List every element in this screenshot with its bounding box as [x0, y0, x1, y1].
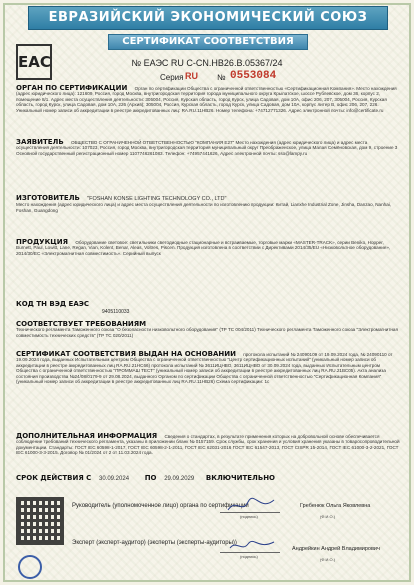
manufacturer-text: Место нахождения (адрес юридического лица) и адрес места осуществления деятельности по изготовлению продукции: Китай, Lianxhe Industrial Zone, Jinsha, Danzao, Nanhai, Foshan, Guangdong [16, 202, 392, 213]
expert-signature-caption: (подпись) [240, 554, 258, 559]
expert-signature [228, 536, 278, 554]
organ-heading: ОРГАН ПО СЕРТИФИКАЦИИ [16, 84, 128, 92]
organ-section [16, 86, 400, 113]
additional-text: Сведения о стандартах, в результате применения которых на добровольной основе обеспечивается соблюдение требований технического регламента, указаны в приложении бланк № 0157159. Срок службы, срок хранения и условия хранения указаны в товаросопроводительной документации. Стандарты: ГОСТ IEC 60598-1-2017, ГОСТ IEC 60598-2-1-2011, ГОСТ IEC 62031-2016 ГОСТ IEC 61547-2013, ГОСТ CISPR 15-2014, ГОСТ IEC 61000-3-2-2021, ГОСТ IEC 61000-3-3-2015. Договор № 01/2024 от 2 от 11.03.2024 года. [16, 434, 400, 456]
expert-signature-label: Эксперт (эксперт-аудитор) (эксперты (эксперты-аудиторы)) [72, 540, 237, 546]
certification-seal [18, 555, 42, 579]
requirements-text: Технического регламента Таможенного союза "О безопасности низковольтного оборудования" (ТР ТС 004/2011) Технического регламента Таможенного союза "Электромагнитная совместимость технических средств" (ТР ТС 020/2011) [16, 327, 398, 338]
head-signature-caption: (подпись) [240, 514, 258, 519]
qr-code [16, 497, 64, 545]
head-signature-label: Руководитель (уполномоченное лицо) органа по сертификации [72, 503, 249, 509]
basis-text: протокола испытаний № 24090109 от 19.09.2024 года, № 24090110 от 19.09.2024 года, выданных Испытательным центром Общества с ограниченной ответственностью "Центр сертификационных испытаний" (уникальный номер записи об аккредитации в реестре аккредитованных лиц RA.RU.21НС66) протокола испытаний № 3611ИЦНВО, 3611ИЦНВО от 30.09.2024 года, выданных Испытательным центром Общества с ограниченной ответственностью "ПРОММАШ ТЕСТ" (уникальный номер записи об аккредитации в реестре аккредитованных лиц RA.RU.21ВС05). Акта анализа состояния производства №24/08/0179-9 от 29.08.2024, выданного Органом по сертификации Общества с ограниченной ответственностью "Сертификационная Компания" (уникальный номер записи об аккредитации в реестре аккредитованных лиц RA.RU.11НВ26) Схема сертификации: 1с [16, 352, 393, 385]
series-code: RU [185, 71, 198, 81]
applicant-heading: ЗАЯВИТЕЛЬ [16, 138, 64, 146]
manufacturer-name: "FOSHAN KONSE LIGHTING TECHNOLOGY CO., LTD" [87, 196, 227, 202]
head-name: Гребенюк Ольга Яковлевна [300, 503, 371, 509]
blank-number: 0553084 [230, 70, 277, 82]
number-label: № [217, 73, 226, 82]
manufacturer-heading: ИЗГОТОВИТЕЛЬ [16, 194, 80, 202]
organ-text: Орган по сертификации Общества с ограниченной ответственностью «Сертификационная Компания». Место нахождения (адрес юридического лица): 121609, Россия, город Москва, внутригородская территория города муниципального округа Крылатское, шоссе Рублевское, дом 36, корпус 2, помещение 8/1. Адрес места осуществления деятельности: 305004, Россия, Курская область, город Курск, улица Садовая, дом 10А, офис 206, 207, 305004, Россия, Курская область, город Курск, улица Садовая, дом 10А, 226 (Архив); 305004, Россия, Курская область, город Курск, улица Садовая, дом 10А, корпус литер В, офис 206, 207, 226. Уникальный номер записи об аккредитации в реестре аккредитованных лиц: RA.RU.11НВ26. Номер телефона: +74712771326. Адрес электронной почты: info@certificate.ru [16, 86, 397, 113]
series-label: Серия [160, 73, 184, 82]
product-heading: ПРОДУКЦИЯ [16, 238, 69, 246]
certificate-number: № ЕАЭС RU С-CN.НВ26.В.05367/24 [131, 58, 283, 68]
code-heading: КОД ТН ВЭД ЕАЭС [16, 300, 90, 308]
manufacturer-section [16, 196, 400, 213]
requirements-section [16, 322, 400, 338]
expert-name-caption: (Ф.И.О.) [320, 557, 336, 562]
validity-to: 29.09.2029 [164, 476, 195, 482]
applicant-text: ОБЩЕСТВО С ОГРАНИЧЕННОЙ ОТВЕТСТВЕННОСТЬЮ "КОМПАНИЯ Е27" Место нахождения (адрес юридического лица) и адрес места осуществления деятельности: 107023, Россия, город Москва, внутригородская территория муниципальный округ Преображенское, улица Малая Семёновская, дом 9, строение 3 Основной государственный регистрационный номер 1107746261083. Телефон: +74957441626, Адрес электронной почты: sso@lampy.ru [16, 140, 398, 156]
applicant-section [16, 140, 400, 156]
basis-section [16, 352, 400, 384]
union-title-banner: ЕВРАЗИЙСКИЙ ЭКОНОМИЧЕСКИЙ СОЮЗ [28, 6, 388, 30]
eac-logo-icon: EAC [16, 44, 52, 80]
additional-section [16, 434, 400, 456]
validity-from: 30.09.2024 [99, 476, 130, 482]
validity-inclusive: ВКЛЮЧИТЕЛЬНО [205, 474, 276, 482]
requirements-heading: СООТВЕТСТВУЕТ ТРЕБОВАНИЯМ [16, 320, 147, 328]
head-signature [226, 496, 276, 514]
additional-heading: ДОПОЛНИТЕЛЬНАЯ ИНФОРМАЦИЯ [16, 432, 158, 440]
code-value: 9405110033 [102, 309, 130, 315]
head-name-caption: (Ф.И.О.) [320, 514, 336, 519]
expert-name: Андрейкин Андрей Владимирович [292, 546, 380, 552]
validity-section [16, 476, 400, 482]
certificate-subtitle: СЕРТИФИКАТ СООТВЕТСТВИЯ [108, 34, 308, 50]
validity-from-label: СРОК ДЕЙСТВИЯ С [16, 474, 92, 482]
product-section [16, 240, 400, 256]
basis-heading: СЕРТИФИКАТ СООТВЕТСТВИЯ ВЫДАН НА ОСНОВАНИИ [16, 350, 236, 358]
validity-to-label: ПО [144, 474, 157, 482]
product-text: Оборудование световое: светильники светодиодные стационарные и встраиваемые, торговые марки «MASTER-TRACK», серии Beniko, Hopper, Burnett, Paul, Lowitt, Lane, Regan, Vian, Kolent, Benar, Aleas, Voltres, Piscen. Продукция изготовлена в соответствии с Директивами 2014/35/EU «Низковольтное оборудование», 2014/30/ЕС «Электромагнитная совместимость». Серийный выпуск [16, 240, 391, 256]
